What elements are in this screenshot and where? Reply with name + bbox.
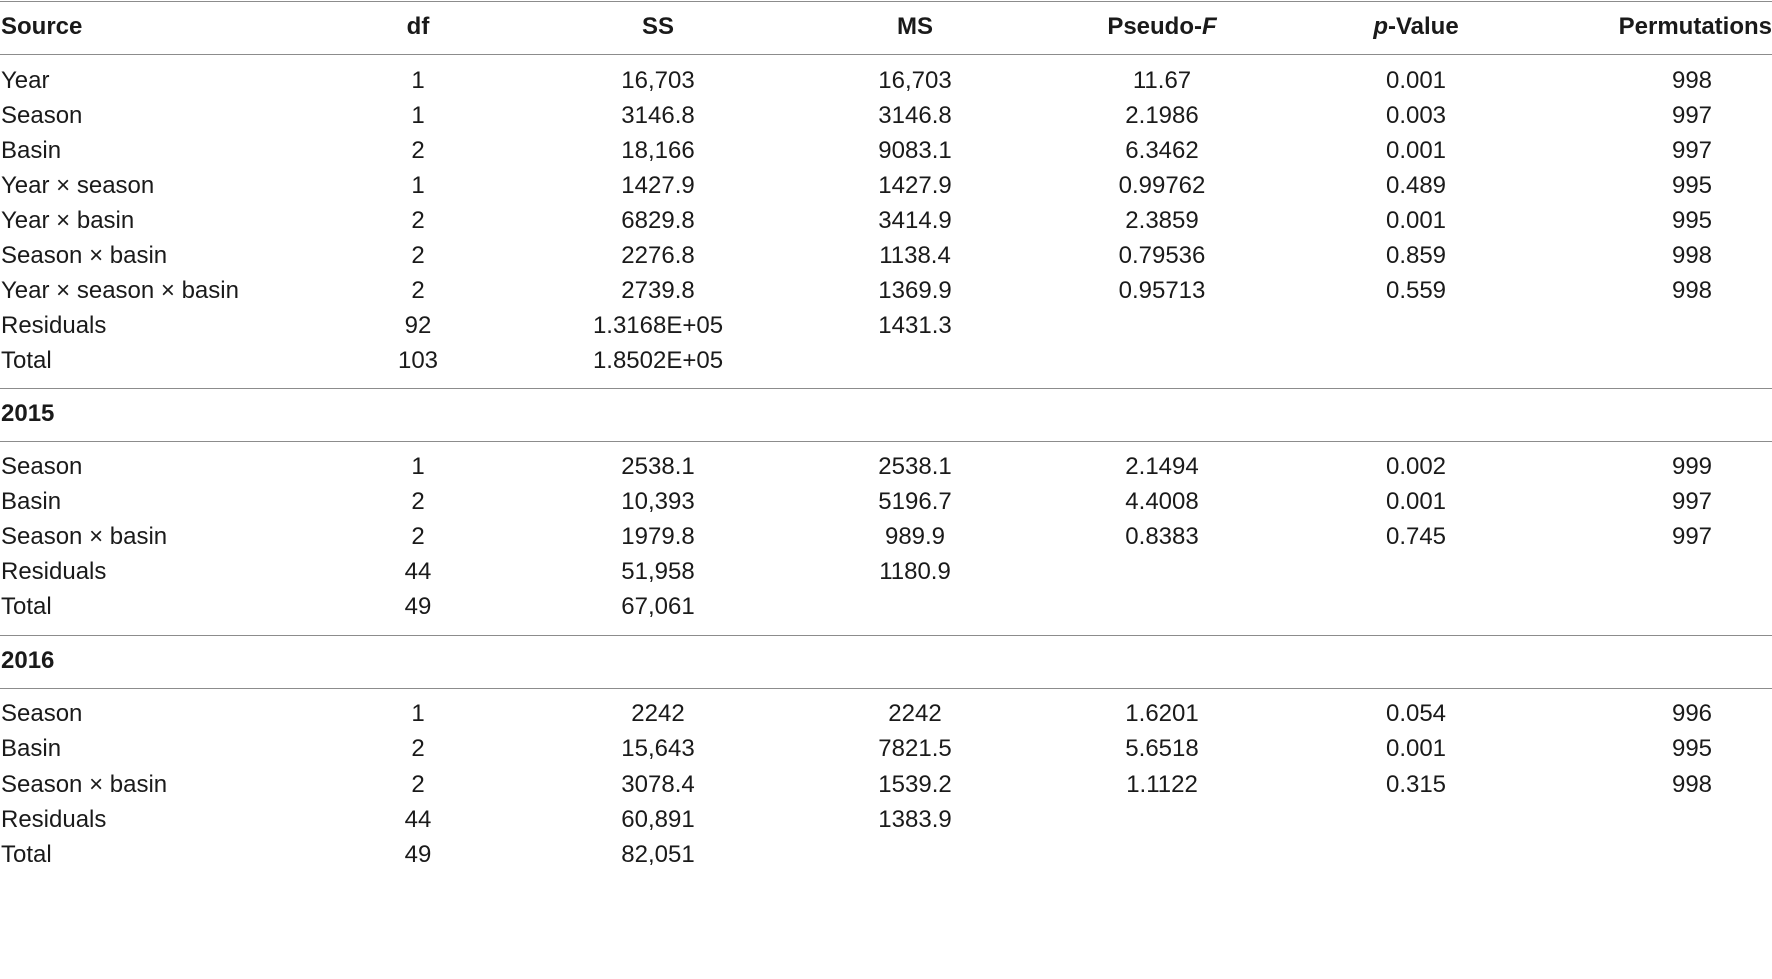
cell-ss: 82,051 [621,841,695,868]
header-ss: SS [641,13,675,40]
cell-permutations: 997 [1671,102,1713,129]
cell-p-value: 0.001 [1385,67,1447,94]
cell-permutations: 997 [1671,523,1713,550]
cell-df: 49 [404,593,432,620]
cell-ms: 7821.5 [878,735,952,762]
cell-p-value: 0.859 [1385,242,1447,269]
cell-source: Residuals [1,558,107,585]
cell-p-value: 0.001 [1385,207,1447,234]
cell-df: 1 [411,700,425,727]
table-row [0,694,1772,734]
cell-df: 44 [404,558,432,585]
cell-pseudo-f: 2.1494 [1125,453,1199,480]
header-df: df [406,13,430,40]
section-rule [0,441,1772,442]
cell-df: 1 [411,172,425,199]
cell-pseudo-f: 0.99762 [1118,172,1206,199]
cell-df: 103 [397,347,439,374]
table-row [0,587,1772,627]
header-ms: MS [897,13,933,40]
cell-pseudo-f: 0.79536 [1118,242,1206,269]
cell-ss: 1.8502E+05 [592,347,724,374]
cell-p-value: 0.002 [1385,453,1447,480]
cell-ms: 989.9 [884,523,946,550]
cell-source: Year × season [1,172,155,199]
cell-ms: 5196.7 [878,488,952,515]
cell-source: Total [1,841,52,868]
cell-ms: 1539.2 [878,771,952,798]
cell-permutations: 998 [1671,277,1713,304]
cell-ss: 1979.8 [621,523,695,550]
cell-ms: 16,703 [878,67,952,94]
cell-ms: 9083.1 [878,137,952,164]
cell-ms: 2242 [888,700,942,727]
cell-p-value: 0.001 [1385,137,1447,164]
cell-p-value: 0.003 [1385,102,1447,129]
cell-df: 2 [411,488,425,515]
table-row [0,800,1772,840]
cell-df: 44 [404,806,432,833]
table-row [0,835,1772,875]
cell-ss: 60,891 [621,806,695,833]
cell-permutations: 995 [1671,207,1713,234]
header-p-value: p-Value [1373,13,1459,40]
cell-ss: 3146.8 [621,102,695,129]
table-row [0,482,1772,522]
cell-permutations: 995 [1671,172,1713,199]
cell-permutations: 998 [1671,242,1713,269]
cell-ss: 15,643 [621,735,695,762]
table-row [0,341,1772,381]
table-row [0,552,1772,592]
cell-p-value: 0.001 [1385,488,1447,515]
cell-ss: 3078.4 [621,771,695,798]
cell-ms: 1383.9 [878,806,952,833]
cell-df: 1 [411,453,425,480]
cell-df: 2 [411,137,425,164]
cell-pseudo-f: 0.95713 [1118,277,1206,304]
table-row [0,306,1772,346]
cell-ss: 2276.8 [621,242,695,269]
header-source: Source [1,13,83,40]
cell-p-value: 0.315 [1385,771,1447,798]
cell-permutations: 997 [1671,488,1713,515]
cell-source: Basin [1,735,62,762]
cell-permutations: 997 [1671,137,1713,164]
cell-permutations: 999 [1671,453,1713,480]
cell-df: 1 [411,67,425,94]
cell-p-value: 0.001 [1385,735,1447,762]
cell-df: 2 [411,735,425,762]
cell-df: 2 [411,207,425,234]
table-row [0,96,1772,136]
cell-source: Season [1,102,83,129]
cell-df: 49 [404,841,432,868]
table-row [0,61,1772,101]
cell-pseudo-f: 6.3462 [1125,137,1199,164]
cell-source: Year × season × basin [1,277,239,304]
cell-ms: 1431.3 [878,312,952,339]
cell-p-value: 0.489 [1385,172,1447,199]
table-row [0,517,1772,557]
header-permutations: Permutations [1618,13,1772,40]
cell-source: Total [1,593,52,620]
cell-permutations: 998 [1671,67,1713,94]
cell-source: Total [1,347,52,374]
section-title: 2016 [1,647,55,674]
cell-df: 2 [411,771,425,798]
cell-pseudo-f: 2.3859 [1125,207,1199,234]
header-row [0,7,1772,47]
cell-p-value: 0.054 [1385,700,1447,727]
cell-ss: 2739.8 [621,277,695,304]
section-rule [0,635,1772,636]
cell-df: 2 [411,523,425,550]
cell-ss: 18,166 [621,137,695,164]
cell-pseudo-f: 1.6201 [1125,700,1199,727]
section-rule [0,688,1772,689]
cell-pseudo-f: 11.67 [1132,67,1192,94]
cell-permutations: 995 [1671,735,1713,762]
cell-df: 2 [411,242,425,269]
cell-ss: 2242 [631,700,685,727]
table-row [0,447,1772,487]
table-row [0,166,1772,206]
section-rule [0,388,1772,389]
cell-permutations: 996 [1671,700,1713,727]
header-rule [0,54,1772,55]
cell-ms: 2538.1 [878,453,952,480]
cell-ss: 1.3168E+05 [592,312,724,339]
cell-ss: 51,958 [621,558,695,585]
cell-ms: 3414.9 [878,207,952,234]
cell-pseudo-f: 2.1986 [1125,102,1199,129]
cell-ms: 3146.8 [878,102,952,129]
cell-ms: 1369.9 [878,277,952,304]
header-pseudo-f: Pseudo-F [1107,13,1217,40]
cell-df: 1 [411,102,425,129]
cell-pseudo-f: 0.8383 [1125,523,1199,550]
cell-df: 2 [411,277,425,304]
section-heading-2016 [0,641,1772,681]
cell-source: Season [1,453,83,480]
table-row [0,271,1772,311]
cell-source: Basin [1,137,62,164]
cell-source: Residuals [1,806,107,833]
cell-ss: 67,061 [621,593,695,620]
cell-ss: 10,393 [621,488,695,515]
cell-ss: 6829.8 [621,207,695,234]
top-rule [0,1,1772,2]
cell-source: Year × basin [1,207,135,234]
cell-ms: 1427.9 [878,172,952,199]
cell-ss: 16,703 [621,67,695,94]
table-row [0,236,1772,276]
cell-ms: 1180.9 [879,558,951,585]
cell-ss: 2538.1 [621,453,695,480]
cell-source: Year [1,67,50,94]
cell-ms: 1138.4 [879,242,951,269]
cell-pseudo-f: 5.6518 [1125,735,1199,762]
section-title: 2015 [1,400,55,427]
table-row [0,201,1772,241]
table-row [0,131,1772,171]
cell-source: Season × basin [1,523,168,550]
cell-p-value: 0.559 [1385,277,1447,304]
cell-source: Season [1,700,83,727]
cell-source: Season × basin [1,242,168,269]
cell-pseudo-f: 4.4008 [1125,488,1199,515]
cell-df: 92 [404,312,432,339]
table-row [0,729,1772,769]
cell-source: Basin [1,488,62,515]
cell-pseudo-f: 1.1122 [1126,771,1198,798]
table-row [0,765,1772,805]
section-heading-2015 [0,394,1772,434]
cell-ss: 1427.9 [621,172,695,199]
cell-source: Season × basin [1,771,168,798]
cell-p-value: 0.745 [1385,523,1447,550]
cell-source: Residuals [1,312,107,339]
cell-permutations: 998 [1671,771,1713,798]
